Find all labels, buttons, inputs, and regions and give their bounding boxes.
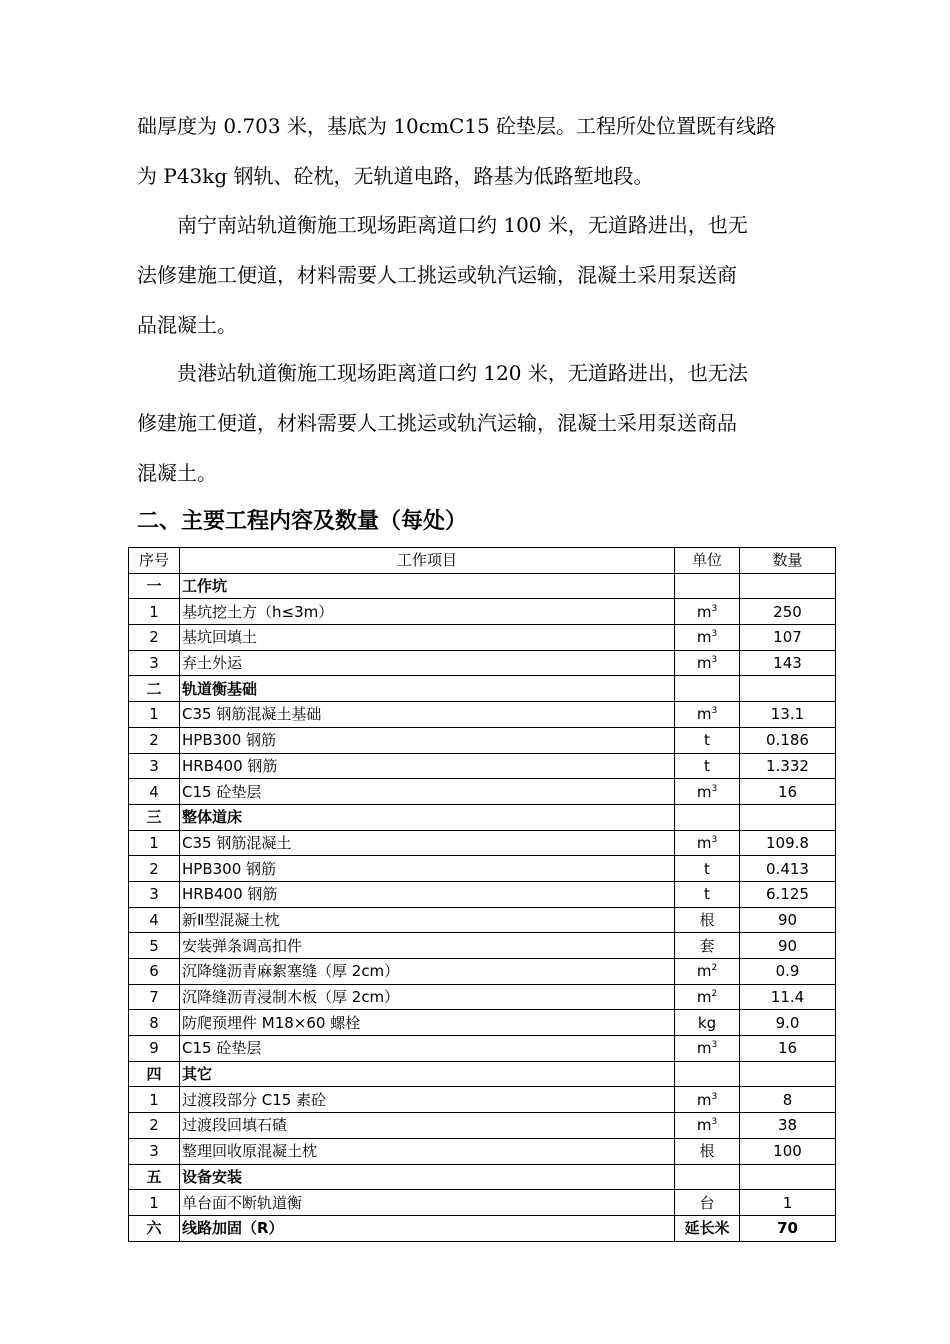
cell-qty: 109.8 xyxy=(740,830,836,856)
unit-text: m xyxy=(696,602,712,621)
cell-qty: 1.332 xyxy=(740,753,836,779)
paragraph-nanning-south xyxy=(137,200,817,350)
header-unit: 单位 xyxy=(675,548,740,574)
unit-text: m xyxy=(696,988,712,1007)
cell-unit xyxy=(675,830,740,856)
table-body xyxy=(129,573,836,1241)
cell-unit xyxy=(675,573,740,599)
table-group-row xyxy=(129,804,836,830)
cell-unit xyxy=(675,676,740,702)
cell-no: 二 xyxy=(129,676,180,702)
cell-qty: 90 xyxy=(740,907,836,933)
unit-exponent: 3 xyxy=(711,655,718,666)
unit-text: m xyxy=(696,654,712,673)
cell-no: 9 xyxy=(129,1036,180,1062)
cell-item: HPB300 钢筋 xyxy=(180,856,675,882)
unit-text: 根 xyxy=(699,910,715,929)
cell-unit xyxy=(675,856,740,882)
cell-item: C15 砼垫层 xyxy=(180,1036,675,1062)
cell-qty: 8 xyxy=(740,1087,836,1113)
cell-unit xyxy=(675,984,740,1010)
cell-no: 四 xyxy=(129,1061,180,1087)
section-heading: 二、主要工程内容及数量（每处） xyxy=(137,509,468,534)
table-row xyxy=(129,702,836,728)
paragraph-line: 修建施工便道，材料需要人工挑运或轨汽运输，混凝土采用泵送商品 xyxy=(137,411,737,435)
unit-text: t xyxy=(704,885,710,904)
cell-qty: 143 xyxy=(740,650,836,676)
cell-unit xyxy=(675,779,740,805)
unit-exponent: 3 xyxy=(711,783,718,794)
cell-qty: 107 xyxy=(740,625,836,651)
cell-item: C15 砼垫层 xyxy=(180,779,675,805)
unit-exponent: 3 xyxy=(711,834,718,845)
cell-no: 2 xyxy=(129,625,180,651)
table-row xyxy=(129,1113,836,1139)
cell-item: C35 钢筋混凝土基础 xyxy=(180,702,675,728)
cell-unit xyxy=(675,1215,740,1241)
cell-no: 3 xyxy=(129,650,180,676)
cell-no: 1 xyxy=(129,830,180,856)
paragraph-guigang xyxy=(137,348,817,498)
cell-item: 线路加固（R） xyxy=(180,1215,675,1241)
cell-item: HRB400 钢筋 xyxy=(180,881,675,907)
cell-qty: 90 xyxy=(740,933,836,959)
header-qty: 数量 xyxy=(740,548,836,574)
cell-no: 8 xyxy=(129,1010,180,1036)
unit-text: 根 xyxy=(699,1142,715,1161)
cell-unit xyxy=(675,625,740,651)
table-row xyxy=(129,1036,836,1062)
unit-text: m xyxy=(696,628,712,647)
unit-exponent: 3 xyxy=(711,603,718,614)
unit-text: m xyxy=(696,782,712,801)
cell-qty: 0.186 xyxy=(740,727,836,753)
cell-qty: 16 xyxy=(740,1036,836,1062)
table-row xyxy=(129,727,836,753)
cell-item: 轨道衡基础 xyxy=(180,676,675,702)
cell-qty: 1 xyxy=(740,1190,836,1216)
cell-qty: 70 xyxy=(740,1215,836,1241)
cell-item: 过渡段部分 C15 素砼 xyxy=(180,1087,675,1113)
table-row xyxy=(129,599,836,625)
cell-item: 过渡段回填石碴 xyxy=(180,1113,675,1139)
cell-no: 六 xyxy=(129,1215,180,1241)
header-no: 序号 xyxy=(129,548,180,574)
cell-unit xyxy=(675,1138,740,1164)
unit-exponent: 3 xyxy=(711,629,718,640)
cell-no: 1 xyxy=(129,1087,180,1113)
cell-no: 一 xyxy=(129,573,180,599)
cell-qty: 38 xyxy=(740,1113,836,1139)
cell-qty xyxy=(740,1061,836,1087)
cell-qty: 6.125 xyxy=(740,881,836,907)
cell-unit xyxy=(675,1087,740,1113)
unit-exponent: 2 xyxy=(711,989,718,1000)
unit-text: t xyxy=(704,859,710,878)
unit-text: m xyxy=(696,1116,712,1135)
paragraph-line: 南宁南站轨道衡施工现场距离道口约 100 米，无道路进出，也无 xyxy=(137,213,748,237)
cell-qty xyxy=(740,1164,836,1190)
table-row xyxy=(129,856,836,882)
cell-qty: 16 xyxy=(740,779,836,805)
table-row xyxy=(129,625,836,651)
unit-text: t xyxy=(704,731,710,750)
cell-unit xyxy=(675,650,740,676)
cell-item: HPB300 钢筋 xyxy=(180,727,675,753)
cell-no: 5 xyxy=(129,933,180,959)
cell-item: 其它 xyxy=(180,1061,675,1087)
table-group-row xyxy=(129,1061,836,1087)
cell-unit xyxy=(675,1010,740,1036)
header-item: 工作项目 xyxy=(180,548,675,574)
cell-item: 整理回收原混凝土枕 xyxy=(180,1138,675,1164)
cell-no: 五 xyxy=(129,1164,180,1190)
cell-unit xyxy=(675,933,740,959)
paragraph-line: 贵港站轨道衡施工现场距离道口约 120 米，无道路进出，也无法 xyxy=(137,361,748,385)
cell-no: 3 xyxy=(129,753,180,779)
table-row xyxy=(129,1010,836,1036)
cell-unit xyxy=(675,753,740,779)
cell-qty xyxy=(740,804,836,830)
table-row xyxy=(129,984,836,1010)
cell-qty xyxy=(740,676,836,702)
cell-qty: 250 xyxy=(740,599,836,625)
cell-item: 基坑回填土 xyxy=(180,625,675,651)
table-group-row xyxy=(129,676,836,702)
cell-item: 设备安装 xyxy=(180,1164,675,1190)
cell-no: 3 xyxy=(129,1138,180,1164)
table-row xyxy=(129,830,836,856)
unit-text: m xyxy=(696,833,712,852)
unit-exponent: 3 xyxy=(711,1117,718,1128)
unit-text: 台 xyxy=(699,1193,715,1212)
cell-item: 基坑挖土方（h≤3m） xyxy=(180,599,675,625)
paragraph-line: 础厚度为 0.703 米，基底为 10cmC15 砼垫层。工程所处位置既有线路 xyxy=(137,114,777,138)
unit-text: m xyxy=(696,1039,712,1058)
cell-item: C35 钢筋混凝土 xyxy=(180,830,675,856)
unit-exponent: 2 xyxy=(711,963,718,974)
cell-item: 新Ⅱ型混凝土枕 xyxy=(180,907,675,933)
cell-qty: 0.9 xyxy=(740,959,836,985)
table-row xyxy=(129,959,836,985)
cell-qty: 100 xyxy=(740,1138,836,1164)
cell-item: 防爬预埋件 M18×60 螺栓 xyxy=(180,1010,675,1036)
table-row xyxy=(129,779,836,805)
table-row xyxy=(129,1138,836,1164)
table-row xyxy=(129,907,836,933)
cell-unit xyxy=(675,1061,740,1087)
cell-unit xyxy=(675,599,740,625)
cell-no: 1 xyxy=(129,1190,180,1216)
table-group-row xyxy=(129,1164,836,1190)
table-row xyxy=(129,1087,836,1113)
unit-text: m xyxy=(696,1090,712,1109)
unit-text: t xyxy=(704,756,710,775)
table-row xyxy=(129,650,836,676)
cell-unit xyxy=(675,1036,740,1062)
unit-text: kg xyxy=(697,1013,717,1032)
cell-unit xyxy=(675,702,740,728)
cell-no: 4 xyxy=(129,779,180,805)
paragraph-line: 品混凝土。 xyxy=(137,313,237,337)
cell-qty: 0.413 xyxy=(740,856,836,882)
cell-item: 工作坑 xyxy=(180,573,675,599)
paragraph-line: 法修建施工便道，材料需要人工挑运或轨汽运输，混凝土采用泵送商 xyxy=(137,263,737,287)
cell-qty: 11.4 xyxy=(740,984,836,1010)
cell-item: 安装弹条调高扣件 xyxy=(180,933,675,959)
paragraph-foundation xyxy=(137,101,817,201)
cell-no: 4 xyxy=(129,907,180,933)
table-group-row xyxy=(129,573,836,599)
cell-no: 1 xyxy=(129,599,180,625)
cell-unit xyxy=(675,959,740,985)
cell-item: HRB400 钢筋 xyxy=(180,753,675,779)
paragraph-line: 为 P43kg 钢轨、砼枕，无轨道电路，路基为低路堑地段。 xyxy=(137,164,654,188)
table-row xyxy=(129,933,836,959)
cell-item: 沉降缝沥青麻絮塞缝（厚 2cm） xyxy=(180,959,675,985)
cell-no: 2 xyxy=(129,1113,180,1139)
cell-unit xyxy=(675,804,740,830)
cell-no: 2 xyxy=(129,727,180,753)
table-header-row xyxy=(129,548,836,574)
table-row xyxy=(129,753,836,779)
cell-unit xyxy=(675,881,740,907)
cell-no: 2 xyxy=(129,856,180,882)
cell-item: 整体道床 xyxy=(180,804,675,830)
cell-unit xyxy=(675,1190,740,1216)
cell-unit xyxy=(675,1113,740,1139)
cell-unit xyxy=(675,1164,740,1190)
table-row xyxy=(129,1190,836,1216)
cell-no: 1 xyxy=(129,702,180,728)
cell-no: 三 xyxy=(129,804,180,830)
table-group-row xyxy=(129,1215,836,1241)
cell-unit xyxy=(675,727,740,753)
unit-text: m xyxy=(696,962,712,981)
quantity-table xyxy=(128,547,836,1242)
cell-unit xyxy=(675,907,740,933)
cell-item: 沉降缝沥青浸制木板（厚 2cm） xyxy=(180,984,675,1010)
table-row xyxy=(129,881,836,907)
unit-text: 延长米 xyxy=(684,1219,730,1238)
cell-item: 单台面不断轨道衡 xyxy=(180,1190,675,1216)
cell-qty: 13.1 xyxy=(740,702,836,728)
unit-text: 套 xyxy=(699,936,715,955)
unit-exponent: 3 xyxy=(711,706,718,717)
cell-item: 弃土外运 xyxy=(180,650,675,676)
cell-no: 3 xyxy=(129,881,180,907)
cell-qty: 9.0 xyxy=(740,1010,836,1036)
cell-qty xyxy=(740,573,836,599)
unit-exponent: 3 xyxy=(711,1091,718,1102)
cell-no: 7 xyxy=(129,984,180,1010)
paragraph-line: 混凝土。 xyxy=(137,461,217,485)
cell-no: 6 xyxy=(129,959,180,985)
unit-exponent: 3 xyxy=(711,1040,718,1051)
unit-text: m xyxy=(696,705,712,724)
